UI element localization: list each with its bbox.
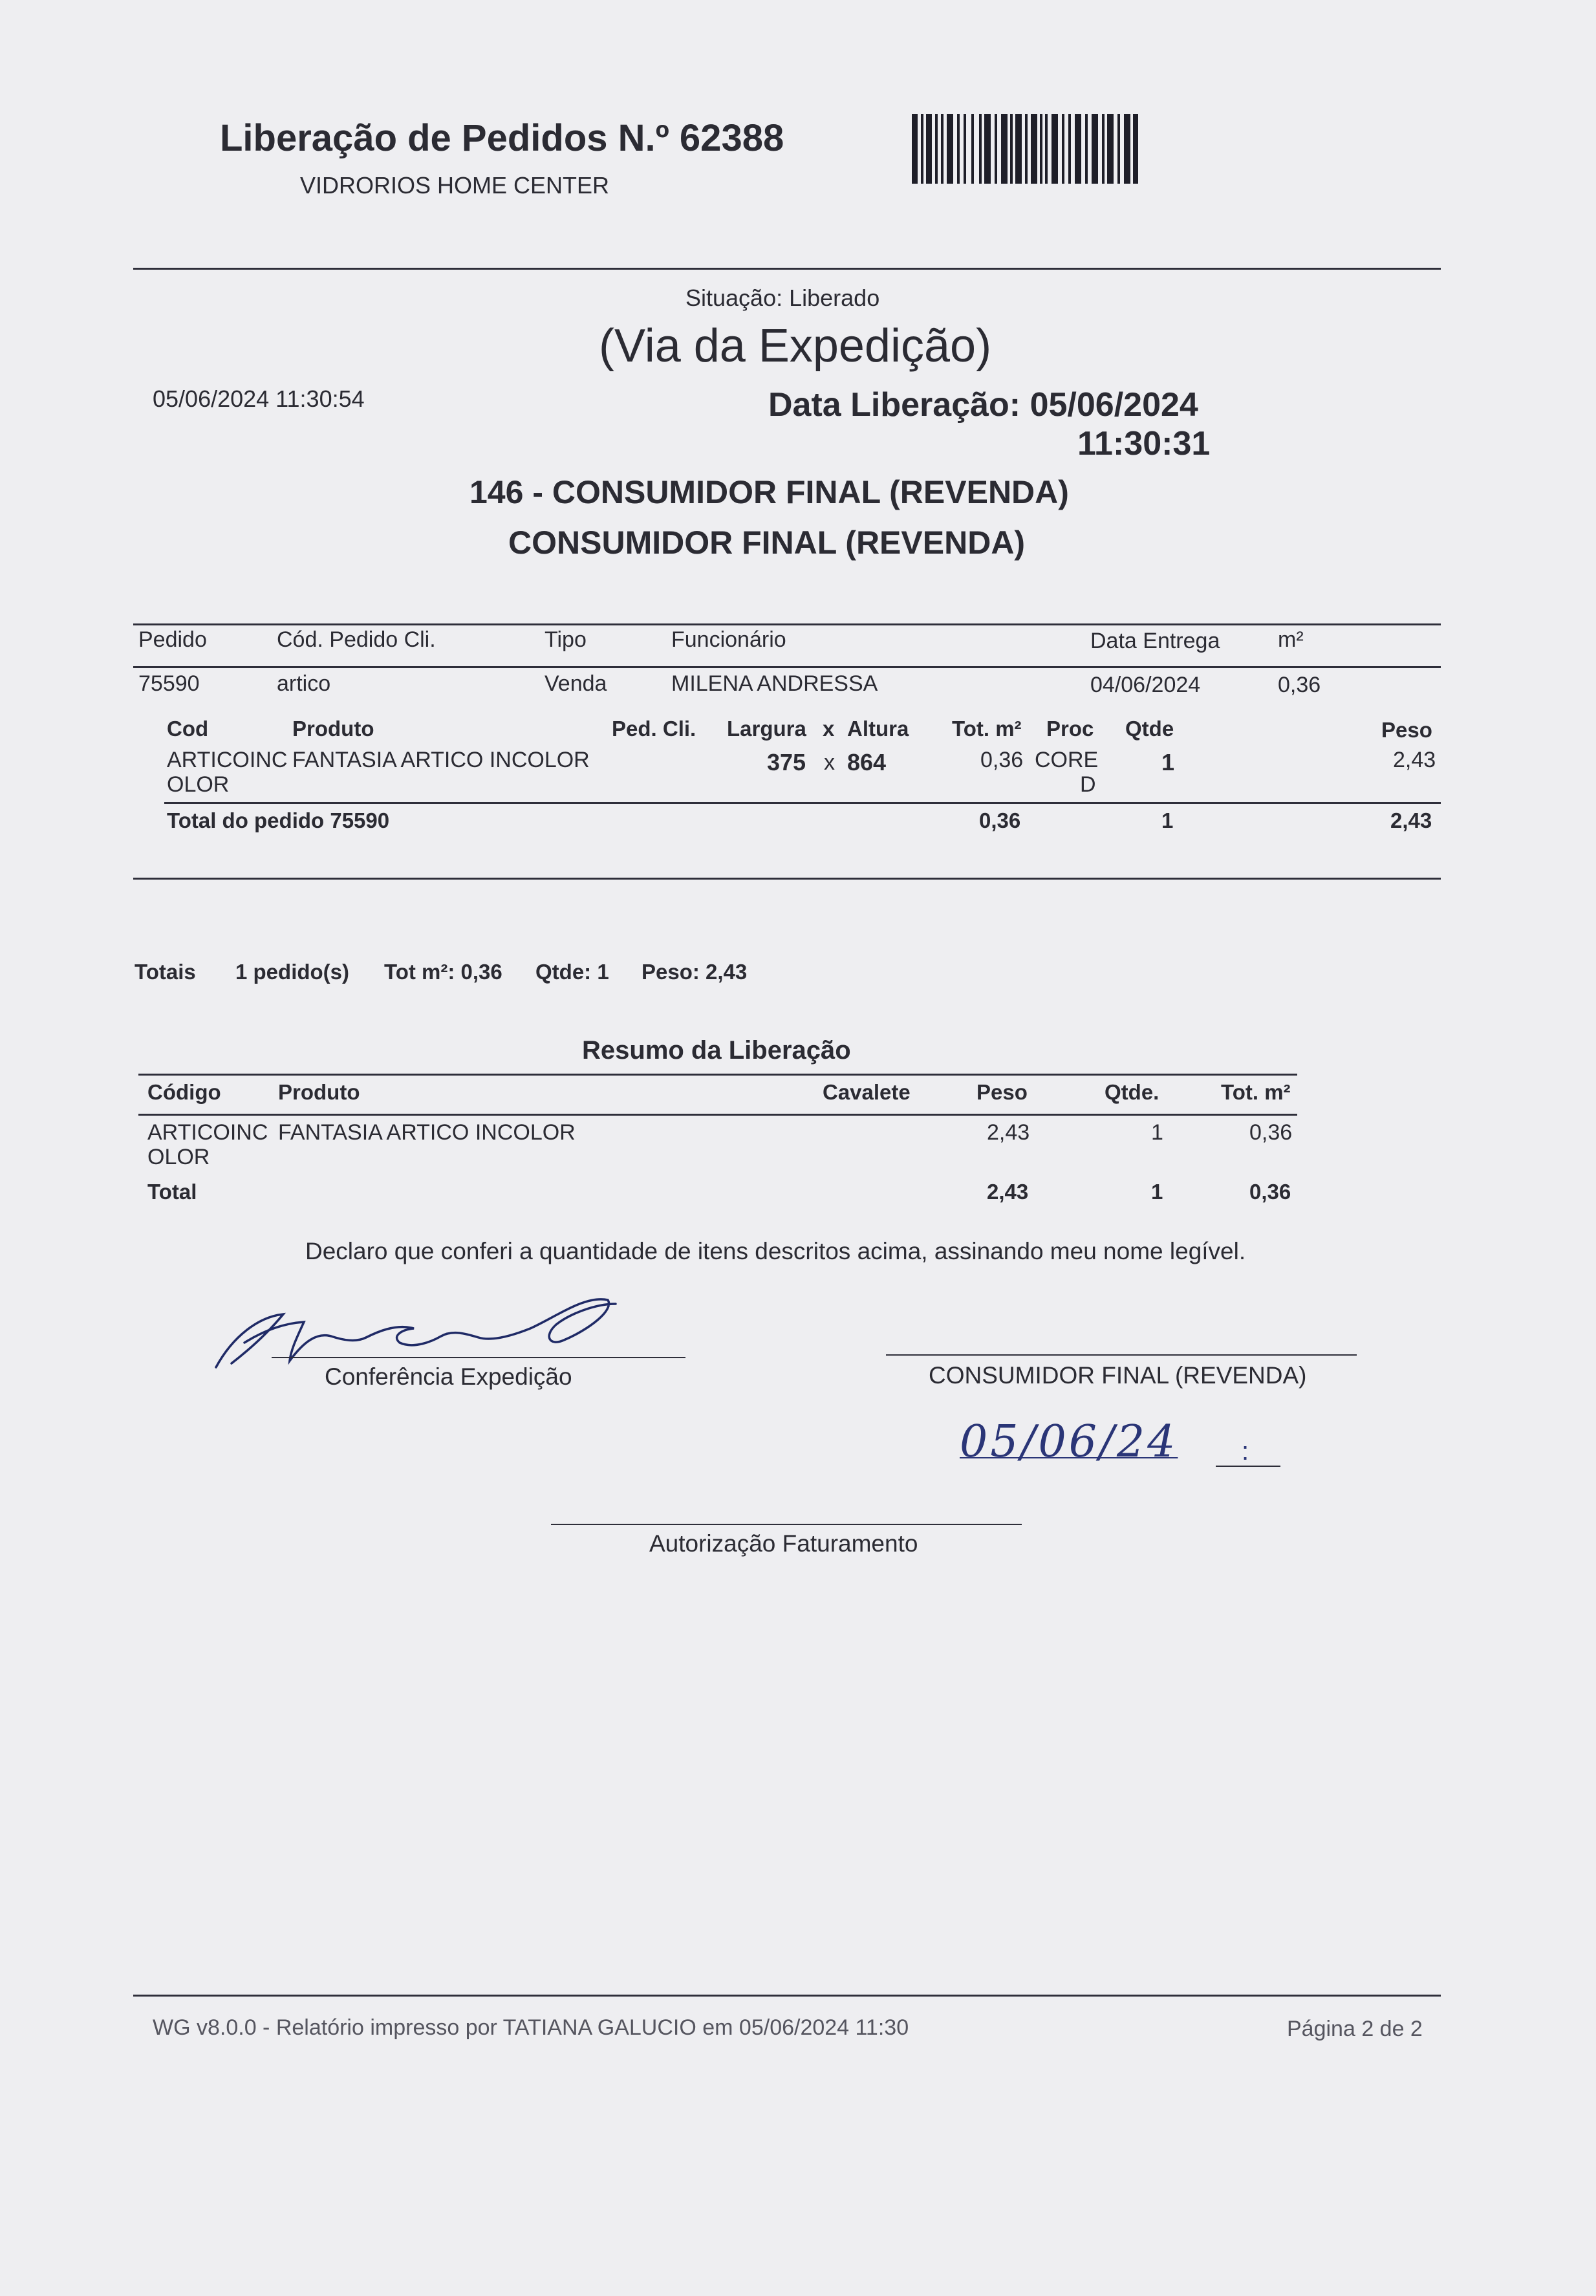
item-cod-line-1: ARTICOINC: [167, 748, 288, 772]
summary-top-rule: [138, 1074, 1297, 1076]
item-col-cod: Cod: [167, 717, 209, 741]
summary-total-label: Total: [147, 1180, 197, 1204]
item-col-proc: Proc: [1046, 717, 1094, 741]
handwritten-signature: [207, 1291, 634, 1375]
signature-line-expedicao: [272, 1357, 685, 1358]
order-table-top-rule: [133, 623, 1441, 625]
barcode: [912, 114, 1138, 184]
summary-header-rule: [138, 1114, 1297, 1116]
cliente-signature-label: CONSUMIDOR FINAL (REVENDA): [929, 1362, 1307, 1389]
col-pedido: Pedido: [138, 627, 207, 652]
company-name: VIDRORIOS HOME CENTER: [300, 172, 610, 199]
order-section-end-rule: [133, 878, 1441, 880]
item-qtde: 1: [1161, 749, 1175, 775]
order-total-tot-m2: 0,36: [979, 808, 1021, 832]
summary-col-tot-m2: Tot. m²: [1221, 1080, 1291, 1104]
time-blank-line: [1216, 1466, 1280, 1467]
summary-codigo-line-2: OLOR: [147, 1145, 210, 1169]
item-col-qtde: Qtde: [1125, 717, 1174, 741]
order-m2-value: 0,36: [1278, 673, 1321, 697]
item-altura: 864: [847, 749, 887, 775]
col-tipo: Tipo: [545, 627, 587, 652]
print-datetime: 05/06/2024 11:30:54: [153, 385, 365, 412]
summary-col-qtde: Qtde.: [1105, 1080, 1159, 1104]
signature-line-autorizacao: [551, 1524, 1022, 1525]
order-table-header-rule: [133, 666, 1441, 668]
summary-peso: 2,43: [987, 1120, 1030, 1145]
summary-total-qtde: 1: [1151, 1180, 1163, 1204]
document-title: Liberação de Pedidos N.º 62388: [220, 117, 784, 159]
item-col-tot-m2: Tot. m²: [952, 717, 1022, 741]
header-divider: [133, 268, 1441, 270]
item-col-altura: Altura: [847, 717, 909, 741]
release-time: 11:30:31: [1077, 425, 1211, 462]
item-proc-line-1: CORE: [1035, 748, 1099, 772]
col-data-entrega: Data Entrega: [1090, 629, 1220, 653]
item-proc-line-2: D: [1080, 772, 1096, 797]
release-date: Data Liberação: 05/06/2024: [768, 386, 1198, 424]
page-number: Página 2 de 2: [1287, 2017, 1423, 2041]
item-cod-line-2: OLOR: [167, 772, 230, 797]
summary-tot-m2: 0,36: [1249, 1120, 1293, 1145]
order-pedido-value: 75590: [138, 671, 200, 696]
col-m2: m²: [1278, 627, 1304, 652]
item-x: x: [824, 750, 835, 775]
handwritten-date: 05/06/24: [960, 1416, 1178, 1467]
summary-produto: FANTASIA ARTICO INCOLOR: [278, 1120, 576, 1145]
item-tot-m2: 0,36: [980, 748, 1024, 772]
order-total-peso: 2,43: [1390, 808, 1432, 832]
item-col-peso: Peso: [1381, 718, 1432, 742]
order-tipo-value: Venda: [545, 671, 607, 696]
summary-qtde: 1: [1151, 1120, 1163, 1145]
order-data-entrega-value: 04/06/2024: [1090, 673, 1201, 697]
totals-pedidos: 1 pedido(s): [235, 960, 350, 984]
summary-col-produto: Produto: [278, 1080, 360, 1104]
totals-tot-m2: Tot m²: 0,36: [384, 960, 502, 984]
footer-report-info: WG v8.0.0 - Relatório impresso por TATIANA GALUCIO em 05/06/2024 11:30: [153, 2015, 909, 2040]
summary-codigo-line-1: ARTICOINC: [147, 1120, 268, 1145]
summary-col-codigo: Código: [147, 1080, 221, 1104]
totals-qtde: Qtde: 1: [535, 960, 609, 984]
summary-col-peso: Peso: [976, 1080, 1028, 1104]
footer-rule: [133, 1995, 1441, 1997]
item-col-x: x: [823, 717, 835, 741]
order-total-label: Total do pedido 75590: [167, 808, 390, 832]
totals-label: Totais: [135, 960, 196, 984]
status-text: Situação: Liberado: [685, 285, 880, 311]
order-cod-cli-value: artico: [277, 671, 331, 696]
col-funcionario: Funcionário: [671, 627, 786, 652]
order-total-qtde: 1: [1161, 808, 1174, 832]
client-line-2: CONSUMIDOR FINAL (REVENDA): [508, 525, 1026, 561]
order-funcionario-value: MILENA ANDRESSA: [671, 671, 878, 696]
signature-line-cliente: [886, 1354, 1357, 1356]
client-line-1: 146 - CONSUMIDOR FINAL (REVENDA): [469, 474, 1069, 510]
conferencia-expedicao-label: Conferência Expedição: [325, 1363, 572, 1390]
item-largura: 375: [767, 749, 806, 775]
item-col-ped-cli: Ped. Cli.: [612, 717, 696, 741]
order-total-rule: [164, 802, 1441, 804]
summary-total-tot-m2: 0,36: [1249, 1180, 1291, 1204]
summary-col-cavalete: Cavalete: [823, 1080, 911, 1104]
item-col-produto: Produto: [292, 717, 374, 741]
time-blank: :: [1242, 1437, 1249, 1466]
summary-title: Resumo da Liberação: [582, 1036, 851, 1065]
via-title: (Via da Expedição): [599, 320, 992, 372]
item-col-largura: Largura: [727, 717, 806, 741]
col-cod-pedido-cli: Cód. Pedido Cli.: [277, 627, 436, 652]
totals-peso: Peso: 2,43: [642, 960, 748, 984]
autorizacao-faturamento-label: Autorização Faturamento: [649, 1530, 918, 1557]
item-peso: 2,43: [1393, 748, 1436, 772]
summary-total-peso: 2,43: [987, 1180, 1029, 1204]
declaration-text: Declaro que conferi a quantidade de itens descritos acima, assinando meu nome legível.: [305, 1238, 1246, 1264]
item-produto: FANTASIA ARTICO INCOLOR: [292, 748, 590, 772]
